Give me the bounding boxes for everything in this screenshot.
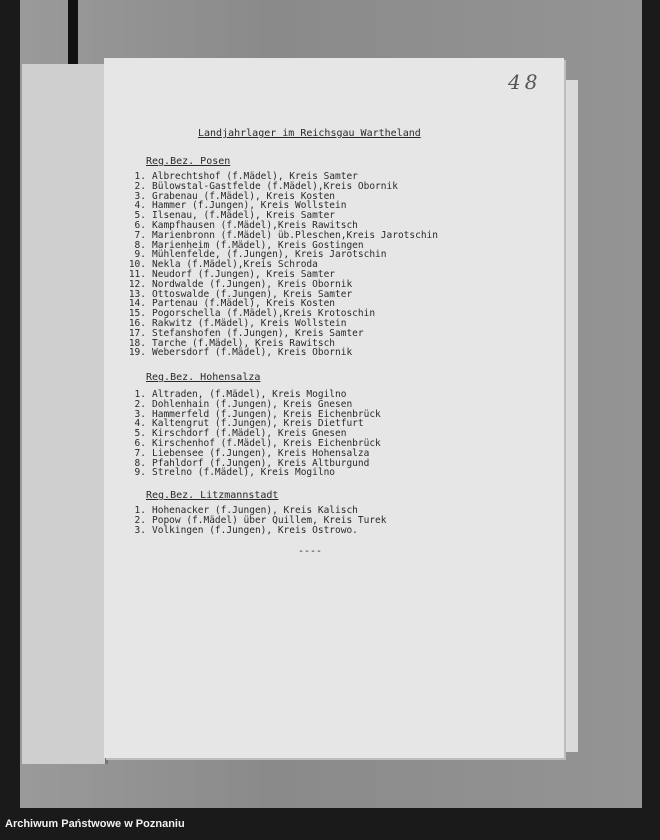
list-item: 2. Bülowstal-Gastfelde (f.Mädel),Kreis Obornik: [134, 180, 398, 192]
list-item: 9. Strelno (f.Mädel), Kreis Mogilno: [134, 467, 336, 479]
entry-list-hohensalza: [126, 390, 381, 478]
list-item: 8. Pfahldorf (f.Jungen), Kreis Altburgund: [134, 457, 370, 469]
section-heading-hohensalza: Reg.Bez. Hohensalza: [146, 372, 261, 383]
list-item: 19. Webersdorf (f.Mädel), Kreis Obornik: [128, 347, 353, 359]
list-item: 10. Nekla (f.Mädel),Kreis Schroda: [128, 259, 318, 271]
film-stand-bar: [68, 0, 78, 66]
list-item: 4. Kaltengrut (f.Jungen), Kreis Dietfurt: [134, 418, 364, 430]
list-item: 2. Popow (f.Mädel) über Quillem, Kreis Turek: [134, 514, 387, 526]
list-item: 15. Pogorschella (f.Mädel),Kreis Krotoschin: [128, 308, 376, 320]
list-item: 3. Volkingen (f.Jungen), Kreis Ostrowo.: [134, 524, 358, 536]
list-item: 3. Hammerfeld (f.Jungen), Kreis Eichenbrück: [134, 408, 381, 420]
entry-list-litzmannstadt: [126, 506, 387, 535]
list-item: 13. Ottoswalde (f.Jungen), Kreis Samter: [128, 288, 353, 300]
list-item: 17. Stefanshofen (f.Jungen), Kreis Samter: [128, 327, 364, 339]
list-item: 9. Mühlenfelde, (f.Jungen), Kreis Jarotschin: [134, 249, 387, 261]
list-item: 7. Liebensee (f.Jungen), Kreis Hohensalza: [134, 447, 370, 459]
list-item: 11. Neudorf (f.Jungen), Kreis Samter: [128, 268, 336, 280]
list-item: 14. Partenau (f.Mädel), Kreis Kosten: [128, 298, 336, 310]
list-item: 1. Albrechtshof (f.Mädel), Kreis Samter: [134, 171, 358, 182]
handwritten-page-number: 48: [508, 70, 542, 94]
section-heading-posen: Reg.Bez. Posen: [146, 156, 231, 167]
list-item: 5. Ilsenau, (f.Mädel), Kreis Samter: [134, 210, 336, 222]
list-item: 2. Dohlenhain (f.Jungen), Kreis Gnesen: [134, 398, 353, 410]
list-item: 6. Kampfhausen (f.Mädel),Kreis Rawitsch: [134, 219, 358, 231]
end-dash-mark: ----: [298, 546, 323, 557]
list-item: 8. Marienheim (f.Mädel), Kreis Gostingen: [134, 239, 364, 251]
list-item: 6. Kirschenhof (f.Mädel), Kreis Eichenbrück: [134, 437, 381, 449]
list-item: 16. Rakwitz (f.Mädel), Kreis Wollstein: [128, 317, 347, 329]
list-item: 12. Nordwalde (f.Jungen), Kreis Obornik: [128, 278, 353, 290]
list-item: 3. Grabenau (f.Mädel), Kreis Kosten: [134, 190, 336, 202]
list-item: 18. Tarche (f.Mädel), Kreis Rawitsch: [128, 337, 336, 349]
left-facing-sheet: [22, 64, 108, 764]
section-heading-litzmannstadt: Reg.Bez. Litzmannstadt: [146, 490, 279, 501]
list-item: 1. Altraden, (f.Mädel), Kreis Mogilno: [134, 389, 347, 400]
entry-list-posen: [126, 172, 438, 358]
archive-caption: Archiwum Państwowe w Poznaniu: [5, 818, 185, 830]
document-title: Landjahrlager im Reichsgau Wartheland: [198, 128, 421, 139]
list-item: 7. Marienbronn (f.Mädel) üb.Pleschen,Kreis Jarotschin: [134, 229, 438, 241]
list-item: 5. Kirschdorf (f.Mädel), Kreis Gnesen: [134, 428, 347, 440]
document-page: [104, 58, 564, 758]
list-item: 4. Hammer (f.Jungen), Kreis Wollstein: [134, 200, 347, 212]
footer-bar: [0, 808, 660, 840]
list-item: 1. Hohenacker (f.Jungen), Kreis Kalisch: [134, 505, 358, 516]
